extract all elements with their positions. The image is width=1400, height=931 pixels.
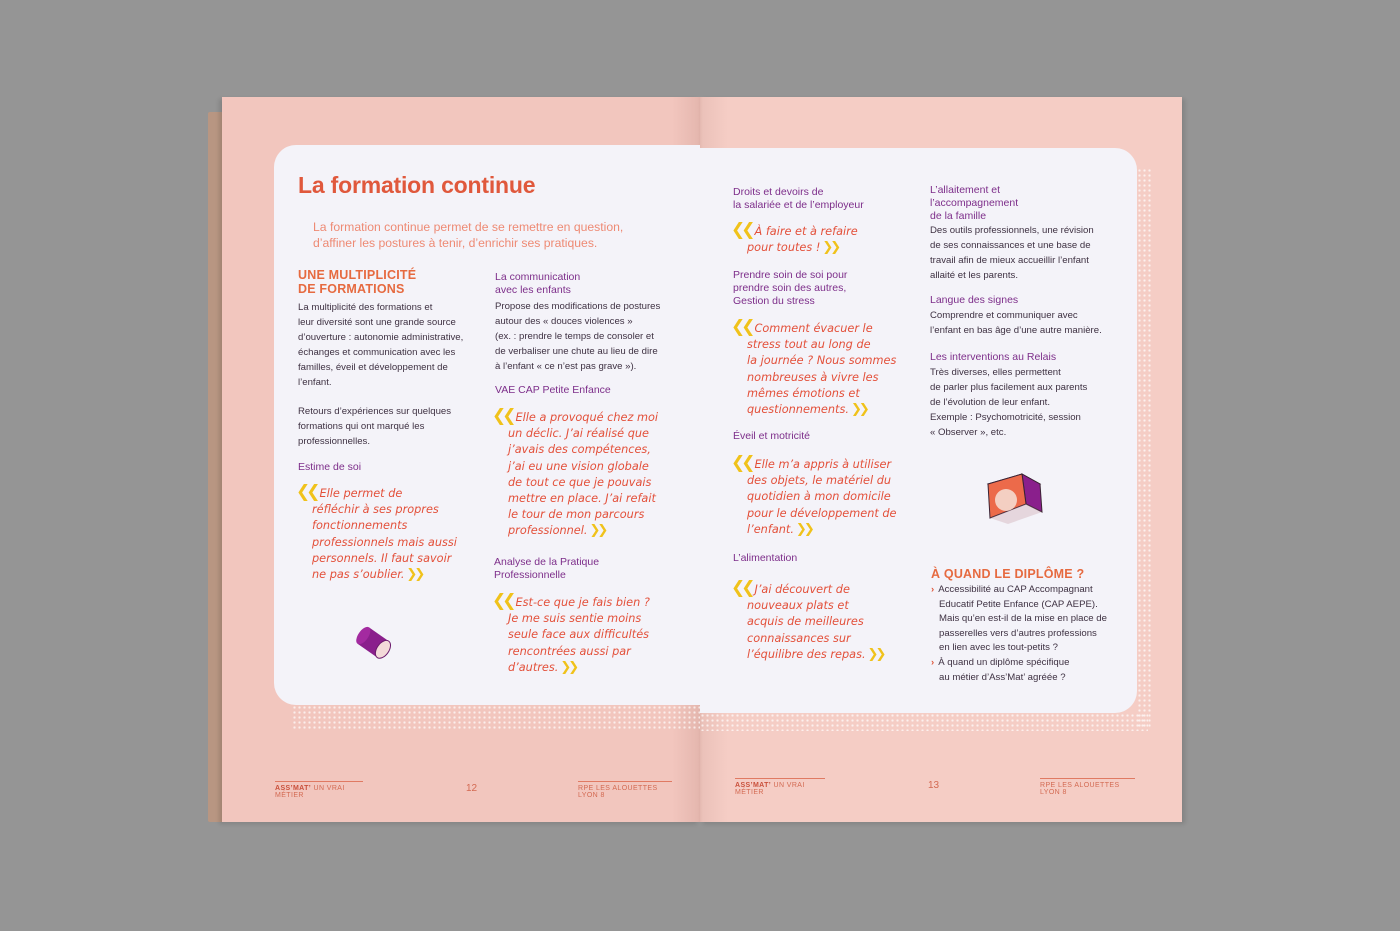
vae-heading: VAE CAP Petite Enfance [495, 384, 611, 396]
dotted-pattern-right-side [1137, 168, 1153, 728]
communication-heading: La communication avec les enfants [495, 271, 581, 296]
quote-open-icon: ❮❮ [731, 453, 752, 473]
footer-right-brand: ASS’MAT’ UN VRAI MÉTIER [735, 778, 825, 796]
section-body-formations: La multiplicité des formations et leur diversité sont une grande source d’ouverture : autonomie administrative, échanges et communication avec les familles, éveil et développement de l’enfant. [298, 302, 464, 388]
quote-close-icon: ❯❯ [406, 567, 423, 583]
alimentation-heading: L’alimentation [733, 552, 798, 564]
dotted-pattern-right-bottom [700, 713, 1148, 731]
allaitement-heading: L’allaitement et l’accompagnement de la famille [930, 184, 1019, 222]
interventions-heading: Les interventions au Relais [930, 351, 1057, 363]
eveil-quote: ❮❮ Elle m’a appris à utiliser des objets, le matériel du quotidien à mon domicile pour le développement de l’enfant. ❯❯ [731, 453, 897, 537]
quote-close-icon: ❯❯ [560, 659, 577, 675]
alimentation-quote: ❮❮ J’ai découvert de nouveaux plats et acquis de meilleures connaissances sur l’équilibre des repas. ❯❯ [731, 578, 884, 662]
quote-open-icon: ❮❮ [296, 482, 317, 502]
eveil-heading: Éveil et motricité [733, 430, 811, 442]
intro-text: La formation continue permet de se remettre en question, d’affiner les postures à tenir, d’enrichir ses pratiques. [313, 220, 624, 250]
analyse-heading: Analyse de la Pratique Professionnelle [494, 556, 600, 581]
soin-heading: Prendre soin de soi pour prendre soin des autres, Gestion du stress [733, 269, 848, 307]
estime-heading: Estime de soi [298, 461, 362, 473]
quote-close-icon: ❯❯ [822, 240, 839, 256]
retours-text: Retours d’expériences sur quelques formations qui ont marqué les professionnelles. [298, 406, 452, 447]
droits-heading: Droits et devoirs de la salariée et de l’employeur [733, 186, 864, 211]
quote-close-icon: ❯❯ [795, 521, 812, 537]
cube-illustration [982, 470, 1046, 528]
analyse-quote: ❮❮ Est-ce que je fais bien ? Je me suis sentie moins seule face aux difficultés rencontrées aussi par d’autres. ❯❯ [492, 591, 650, 675]
interventions-body: Très diverses, elles permettent de parler plus facilement aux parents de l’évolution de leur enfant. Exemple : Psychomotricité, session « Observer », etc. [930, 367, 1088, 438]
chevron-right-icon: › [931, 656, 935, 668]
diplome-list: › Accessibilité au CAP Accompagnant Educatif Petite Enfance (CAP AEPE). Mais qu’en est-il de la mise en place de passerelles vers d’autres professions en lien avec les tout-petits ? › À quand un diplôme spécifique au métier d’Ass’Mat’ agréée ? [931, 584, 1107, 683]
footer-right-rpe: RPE LES ALOUETTES LYON 8 [1040, 778, 1135, 796]
quote-close-icon: ❯❯ [589, 523, 606, 539]
communication-body: Propose des modifications de postures autour des « douces violences » (ex. : prendre le temps de consoler et de verbaliser une chute au lieu de dire à l’enfant « ce n’est pas grave »). [495, 301, 661, 372]
quote-close-icon: ❯❯ [850, 402, 867, 418]
droits-quote: ❮❮ À faire et à refaire pour toutes ! ❯❯ [731, 220, 858, 256]
page-title: La formation continue [298, 172, 536, 198]
quote-open-icon: ❮❮ [731, 220, 752, 240]
chevron-right-icon: › [931, 584, 935, 595]
allaitement-body: Des outils professionnels, une révision de ses connaissances et une base de travail afin de mieux accueillir l’enfant allaité et les parents. [930, 225, 1094, 281]
quote-open-icon: ❮❮ [731, 317, 752, 337]
estime-quote: ❮❮ Elle permet de réfléchir à ses propres fonctionnements professionnels mais aussi personnels. Il faut savoir ne pas s’oublier. ❯❯ [296, 482, 457, 583]
diplome-heading: À QUAND LE DIPLÔME ? [931, 567, 1085, 581]
footer-left-brand: ASS’MAT’ UN VRAI MÉTIER [275, 781, 363, 799]
page-number-right: 13 [928, 780, 940, 791]
soin-quote: ❮❮ Comment évacuer le stress tout au long de la journée ? Nous sommes nombreuses à vivre les mêmes émotions et questionnements. ❯❯ [731, 317, 897, 418]
langue-body: Comprendre et communiquer avec l’enfant en bas âge d’une autre manière. [930, 310, 1102, 336]
footer-left-rpe: RPE LES ALOUETTES LYON 8 [578, 781, 672, 799]
langue-heading: Langue des signes [930, 294, 1019, 306]
quote-open-icon: ❮❮ [492, 591, 513, 611]
section-heading-formations: UNE MULTIPLICITÉ DE FORMATIONS [298, 268, 417, 296]
quote-close-icon: ❯❯ [867, 646, 884, 662]
page-number-left: 12 [466, 783, 478, 794]
quote-open-icon: ❮❮ [492, 406, 513, 426]
dotted-pattern-left [292, 705, 700, 729]
vae-quote: ❮❮ Elle a provoqué chez moi un déclic. J’ai réalisé que j’avais des compétences, j’ai eu une vision globale de tout ce que je pouvais mettre en place. J’ai refait le tour de mon parcours professionnel. ❯❯ [492, 406, 659, 539]
quote-open-icon: ❮❮ [731, 578, 752, 598]
cylinder-illustration [350, 622, 400, 668]
